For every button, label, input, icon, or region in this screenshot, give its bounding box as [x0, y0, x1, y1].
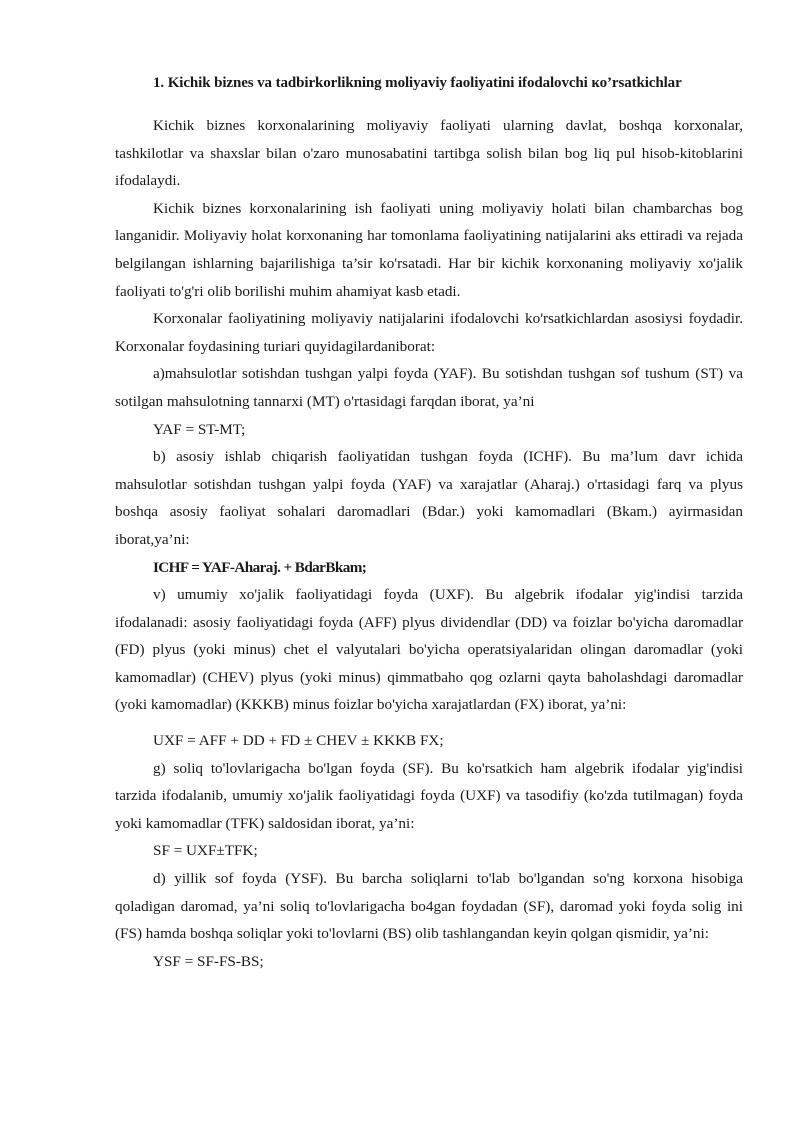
formula-uxf: UXF = AFF + DD + FD ± CHEV ± KKKB FX;	[153, 732, 444, 750]
paragraph-item-b: b) asosiy ishlab chiqarish faoliyatidan tushgan foyda (ICHF). Bu ma’lum davr ichida mahsulotlar sotishdan tushgan yalpi foyda (YAF) va xarajatlar (Aharaj.) o'rtasidagi farq va plyus boshqa asosiy faoliyat sohalari daromadlari (Bdar.) yoki kamomadlari (Bkam.) ayirmasidan iborat,ya’ni:	[115, 448, 743, 548]
formula-ysf: YSF = SF-FS-BS;	[153, 952, 264, 970]
paragraph-item-g: g) soliq to'lovlarigacha bo'lgan foyda (SF). Bu ko'rsatkich ham algebrik ifodalar yig'indisi tarzida ifodalanib, umumiy xo'jalik faoliyatidagi foyda (UXF) va tasodifiy (ko'zda tutilmagan) foyda yoki kamomadlar (TFK) saldosidan iborat, ya’ni:	[115, 759, 743, 832]
section-title: 1. Kichik biznes va tadbirkorlikning moliyaviy faoliyatini ifodalovchi ĸo’rsatkichlar	[153, 75, 682, 91]
paragraph-item-a: a)mahsulotlar sotishdan tushgan yalpi foyda (YAF). Bu sotishdan tushgan sof tushum (ST) va sotilgan mahsulotning tannarxi (MT) o'rtasidagi farqdan iborat, ya’ni	[115, 365, 743, 410]
paragraph-intro: Kichik biznes korxonalarining moliyaviy faoliyati ularning davlat, boshqa korxonalar, tashkilotlar va shaxslar bilan o'zaro munosabatini tartibga solish bilan bog liq pul hisob-kitoblarini ifodalaydi.	[115, 117, 743, 190]
paragraph-profit-indicators: Korxonalar faoliyatining moliyaviy natijalarini ifodalovchi ko'rsatkichlardan asosiysi foydadir. Korxonalar foydasining turiari quyidagilardaniborat:	[115, 310, 743, 355]
document-page	[115, 72, 743, 975]
paragraph-item-d: d) yillik sof foyda (YSF). Bu barcha soliqlarni to'lab bo'lgandan so'ng korxona hisobiga qoladigan daromad, ya’ni soliq to'lovlarigacha bo4gan foydadan (SF), daromad yoki foyda solig ini (FS) hamda boshqa soliqlar yoki to'lovlarni (BS) olib tashlangandan keyin qolgan qismidir, ya’ni:	[115, 870, 743, 943]
formula-yaf: YAF = ST-MT;	[153, 420, 246, 438]
formula-ichf: ICHF = YAF-Aharaj. + BdarBkam;	[153, 558, 367, 576]
paragraph-item-v: v) umumiy xo'jalik faoliyatidagi foyda (UXF). Bu algebrik ifodalar yig'indisi tarzida ifodalanadi: asosiy faoliyatidagi foyda (AFF) plyus dividendlar (DD) va foizlar bo'yicha daromadlar (FD) plyus (yoki minus) chet el valyutalari bo'yicha operatsiyalaridan olingan daromadlar (yoki kamomadlar) (CHEV) plyus (yoki minus) qimmatbaho qog ozlarni qayta baholashdagi daromadlar (yoki kamomadlar) (KKKB) minus foizlar bo'yicha xarajatlardan (FX) iborat, ya’ni:	[115, 586, 743, 714]
formula-sf: SF = UXF±TFK;	[153, 842, 258, 860]
paragraph-financial-state: Kichik biznes korxonalarining ish faoliyati uning moliyaviy holati bilan chambarchas bog langanidir. Moliyaviy holat korxonaning har tomonlama faoliyatining natijalarini aks ettiradi va rejada belgilangan ishlarning bajarilishiga ta’sir ko'rsatadi. Har bir kichik korxonaning moliyaviy xo'jalik faoliyati to'g'ri olib borilishi muhim ahamiyat kasb etadi.	[115, 199, 743, 300]
